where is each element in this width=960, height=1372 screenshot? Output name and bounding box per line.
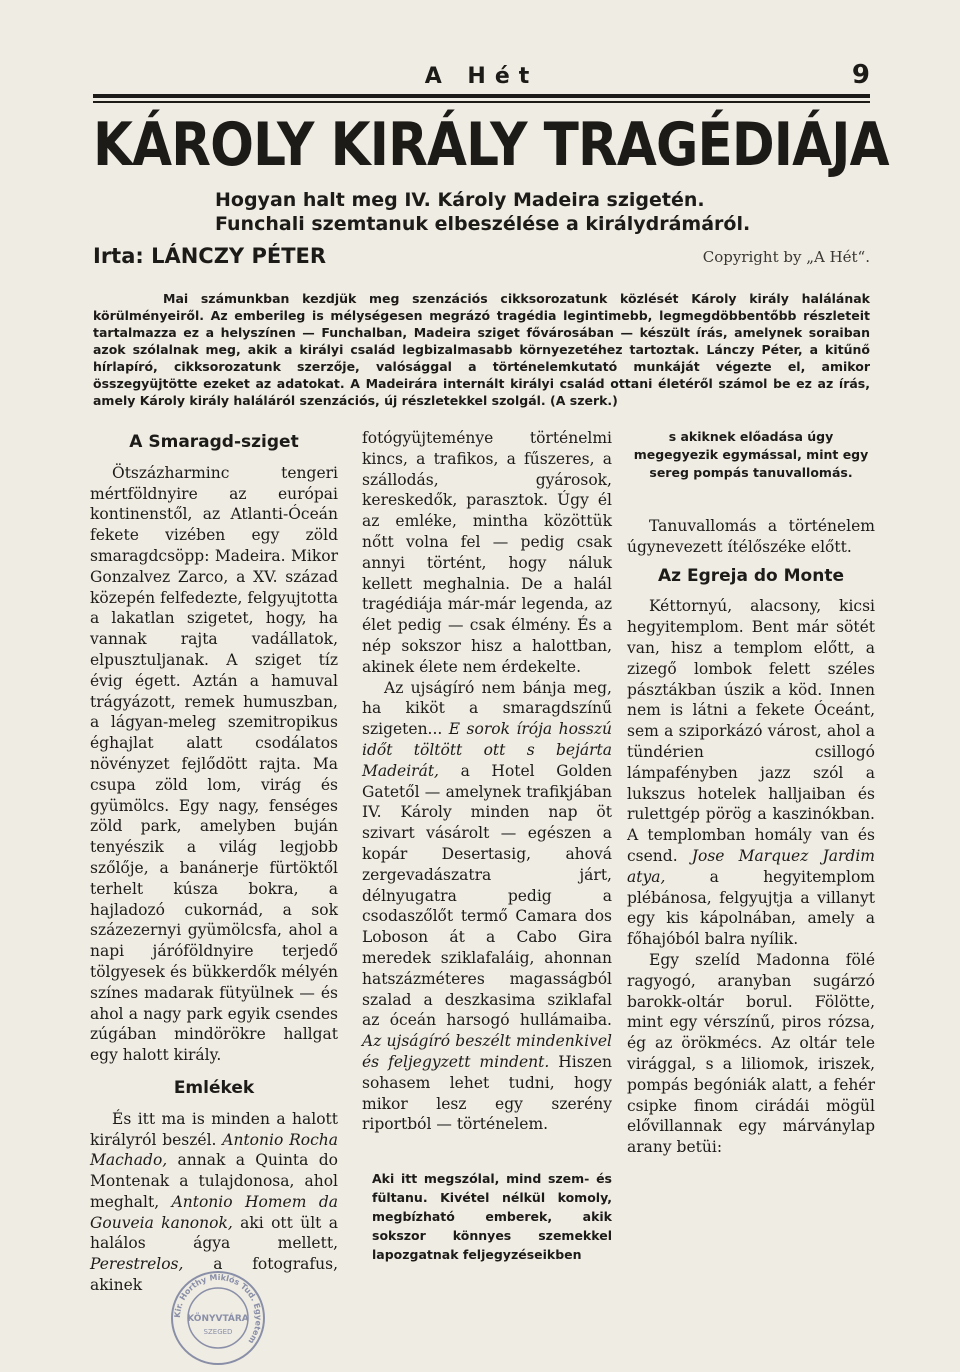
section-title-emlekek: Emlékek (173, 1077, 255, 1098)
paragraph (627, 596, 875, 950)
column-1 (90, 428, 338, 1296)
text: a Hotel Golden Gatetől — amelynek trafikjában IV. Károly minden nap öt szivart vásárolt — egészen a kopár Desertasig, ahová zergevadászatra járt, délnyugatra pedig a csodaszőlőt termő Camara dos Loboson át a Cabo Gira meredek sziklafaláig, ahonnan hatszázméteres magasságból szalad a deszkasima sziklafal az óceán harsogó hullámaiba. (362, 761, 612, 1030)
column-2 (362, 428, 612, 1264)
masthead-rule (93, 94, 870, 98)
witness-note: Aki itt megszólal, mind szem- és fültanu. Kivétel nélkül komoly, megbízható emberek, akik sokszor könnyes szemekkel lapozgatnak feljegyzéseikben (372, 1171, 612, 1263)
masthead-title: A Hét (424, 64, 539, 89)
paragraph (362, 678, 612, 1136)
text: a hegyitemplom plébánosa, felgyujtja a villanyt egy kis kápolnában, amely a főhajóból balra nyílik. (627, 867, 875, 949)
column-3 (627, 428, 875, 1158)
subheadline (215, 188, 875, 236)
italic-name: Perestrelos, (90, 1255, 184, 1274)
italic-name: Antonio Homem da Gouveia kanonok, (90, 1192, 338, 1232)
subheadline-line-2: Funchali szemtanuk elbeszélése a királydrámáról. (215, 213, 751, 235)
stamp-outer-text: Kir. Horthy Miklós Tud. Egyetem (172, 1272, 264, 1346)
subheadline-line-1: Hogyan halt meg IV. Károly Madeira szigetén. (215, 189, 705, 211)
text: Az ujságíró nem bánja meg, ha kiköt a smaragdszínű szigeten... (362, 678, 612, 739)
text: a fotografus, akinek (90, 1255, 338, 1295)
editor-intro: Mai számunkban kezdjük meg szenzációs cikksorozatunk közlését Károly király halálának körülményeiről. Az emberileg is mélységesen megrázó tragédia legintimebb, legmegdöbbentőbb részleteit tartalmazza ez a helyszínen — Funchalban, Madeira sziget fővárosában — készült írás, amelynek soraiban azok szólalnak meg, akik a királyi család legbizalmasabb környezetéhez tartoztak. Lánczy Péter, a kitűnő hírlapíró, cikksorozatunk szerzője, valósággal a történelemkutató munkáját végezte el, amikor összegyüjtötte ezeket az adatokat. A Madeirára internált királyi család ottani életéről számol be ez az írás, amely Károly király haláláról szenzációs, új részletekkel szolgál. (A szerk.) (93, 291, 870, 408)
copyright-notice: Copyright by „A Hét“. (702, 248, 870, 266)
text: Kéttornyú, alacsony, kicsi hegyitemplom. Bent már sötét van, hisz a templom előtt, a zizegő lombok felett széles pásztákban úszik a köd. Innen nem is látni a fekete Óceánt, sem a sziporkázó várost, ahol a tündérien csillogó lámpafényben jazz szól a lukszus hotelek halljaiban és rulettgép pörög a kaszinókban. A templomban homály van és csend. (627, 597, 875, 865)
text: És itt ma is minden a halott királyról beszél. (90, 1109, 338, 1149)
text: aki ott ült a halálos ágya mellett, (90, 1213, 338, 1253)
page-number: 9 (851, 60, 870, 90)
headline: KÁROLY KIRÁLY TRAGÉDIÁJA (93, 110, 889, 180)
witness-note-continued: s akiknek előadása úgy megegyezik egymással, mint egy sereg pompás tanuvallomás. (633, 429, 869, 480)
text: annak a Quinta do Montenak a tulajdonosa, ahol meghalt, (90, 1151, 338, 1211)
italic-name: Antonio Rocha Machado, (90, 1130, 338, 1170)
italic-name: Jose Marquez Jardim atya, (627, 846, 875, 886)
masthead (93, 58, 870, 98)
stamp-city-text: SZEGED (203, 1328, 233, 1336)
paragraph: fotógyüjteménye történelmi kincs, a trafikos, a fűszeres, a szállodás, gyárosok, kereskedők, parasztok. Úgy él az emléke, mintha közöttük nőtt volna fel — pedig csak annyi történt, hogy náluk kellett meghalnia. De a halál tragédiája már-már legenda, az élet pedig — csak élmény. És a nép sokszor hisz a halottban, akinek élete nem érdekelte. (362, 429, 612, 676)
italic-text: Az ujságíró beszélt mindenkivel és feljegyzett mindent. (362, 1032, 612, 1071)
text: Hiszen sohasem lehet tudni, hogy mikor lesz egy szerény riportból — történelem. (362, 1052, 612, 1134)
paragraph: Tanuvallomás a történelem úgynevezett ítélőszéke előtt. (627, 517, 875, 556)
italic-text: E sorok írója hosszú időt töltött ott s bejárta Madeirát, (362, 720, 612, 780)
masthead-rule-thin (93, 101, 870, 103)
section-title-smaragd-sziget: A Smaragd-sziget (129, 432, 299, 452)
section-title-egreja-do-monte: Az Egreja do Monte (657, 565, 844, 586)
paragraph: Ötszázharminc tengeri mértföldnyire az európai kontinenstől, az Atlanti-Óceán fekete vizében egy zöld smaragdcsöpp: Madeira. Mikor Gonzalvez Zarco, a XV. század közepén felfedezte, felgyujtotta a lakatlan szigetet, hogy, ha vannak rajta vadállatok, elpusztuljanak. A sziget tíz évig égett. Aztán a hamuval trágyázott, remek humuszban, a lágyan-meleg szemitropikus éghajlat alatt csodálatos növényzet fejlődött rajta. Ma csupa zöld lom, virág és gyümölcs. Egy nagy, fenséges zöld park, amelyben buján tenyészik a világ legjobb szőlője, a banánerje fürtöktől terhelt kúsza bokra, a hajladozó cukornád, a sok százezernyi gyümölcsfa, ahol a napi járóföldnyire terjedő tölgyesek és bükkerdők mélyén színes madarak fütyülnek — és ahol a nagy park egyik csendes zúgában mindörökre hallgat egy halott király. (90, 463, 338, 1065)
library-stamp (168, 1268, 268, 1368)
library-stamp-seal-icon (168, 1268, 268, 1368)
stamp-center-text: KÖNYVTÁRA (187, 1314, 249, 1324)
byline: Irta: LÁNCZY PÉTER (93, 244, 327, 268)
paragraph: Egy szelíd Madonna fölé ragyogó, aranyban sugárzó barokk-oltár borul. Fölötte, mint egy vérszínű, piros rózsa, ég az örökmécs. Az oltár tele virággal, s a liliomok, iriszek, pompás begóniák alatt, a fehér csipke finom cirádái mögül elővillannak egy márványlap arany betüi: (627, 950, 875, 1157)
